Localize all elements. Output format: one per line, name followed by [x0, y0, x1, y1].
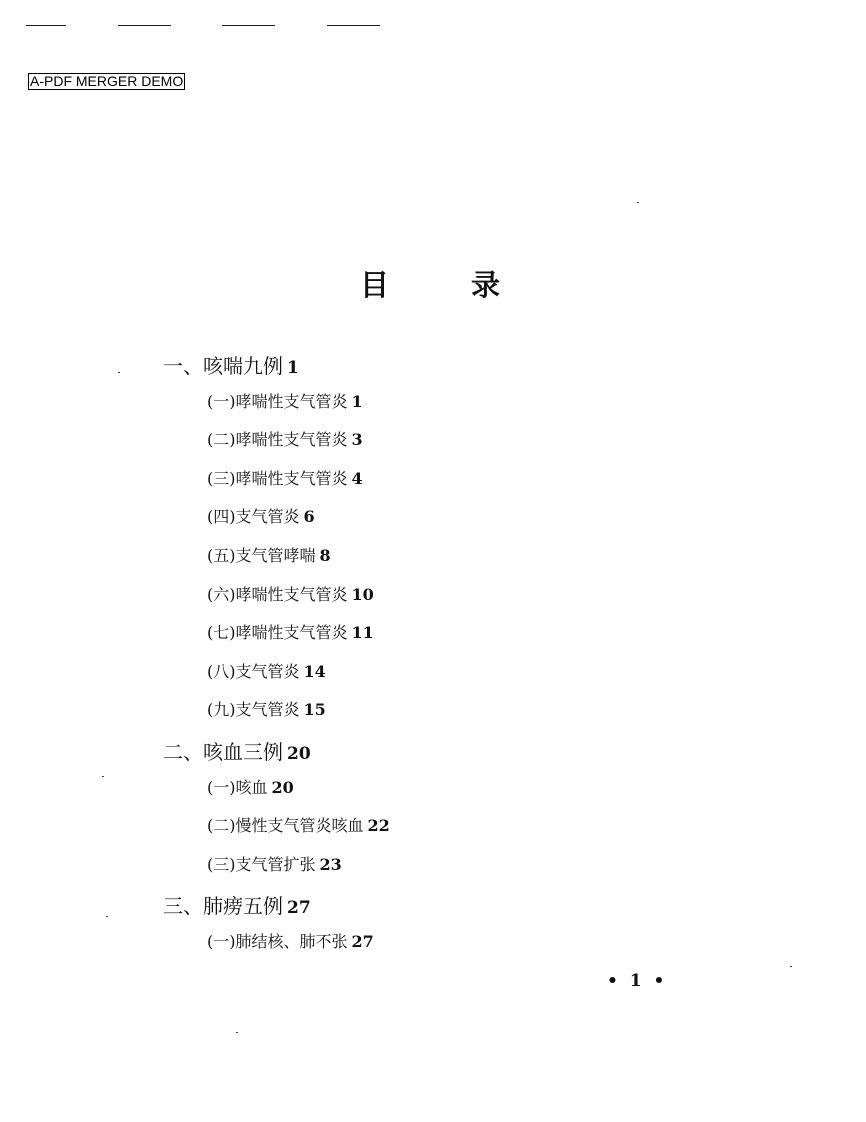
toc-entry-title: (六)哮喘性支气管炎	[207, 585, 348, 604]
scan-speck	[118, 372, 120, 373]
toc-entry-title: (七)哮喘性支气管炎	[207, 623, 348, 642]
toc-entry-title: (一)咳血	[207, 778, 268, 797]
toc-entry-title: 二、咳血三例	[163, 740, 283, 764]
toc-entry-page: 11	[351, 623, 374, 642]
toc-entry-title: (一)哮喘性支气管炎	[207, 392, 348, 411]
scan-speck	[236, 1032, 238, 1033]
toc-entry-page: 8	[319, 546, 331, 565]
toc-entry-title: 三、肺痨五例	[163, 894, 283, 918]
header-rule	[327, 25, 380, 26]
toc-entry-title: (二)慢性支气管炎咳血	[207, 816, 364, 835]
toc-entry-page: 1	[287, 358, 299, 378]
header-rule	[222, 25, 275, 26]
toc-entry-title: 一、咳喘九例	[163, 354, 283, 378]
toc-entry-page: 10	[351, 585, 374, 604]
header-rule	[118, 25, 171, 26]
header-rule	[26, 25, 66, 26]
toc-entry-page: 20	[287, 744, 311, 764]
toc-entry-page: 1	[351, 392, 363, 411]
toc-entry-page: 3	[351, 430, 363, 449]
toc-entry-page: 4	[351, 469, 363, 488]
toc-entry-title: (一)肺结核、肺不张	[207, 932, 348, 951]
toc-entry-page: 27	[287, 898, 311, 918]
toc-entry-title: (五)支气管哮喘	[207, 546, 316, 565]
toc-entry-page: 27	[351, 932, 374, 951]
scan-speck	[790, 966, 792, 967]
title-char: 目	[360, 268, 390, 302]
title-char: 录	[470, 268, 500, 302]
toc-entry-title: (三)哮喘性支气管炎	[207, 469, 348, 488]
toc-entry-page: 6	[303, 507, 315, 526]
toc-entry-title: (九)支气管炎	[207, 700, 300, 719]
toc-entry-title: (二)哮喘性支气管炎	[207, 430, 348, 449]
toc-entry-page: 15	[303, 700, 326, 719]
watermark: A-PDF MERGER DEMO	[30, 73, 184, 89]
toc-entry-page: 22	[367, 816, 390, 835]
toc-entry-page: 14	[303, 662, 326, 681]
toc-entry-title: (八)支气管炎	[207, 662, 300, 681]
toc-entry-page: 20	[271, 778, 294, 797]
scan-speck	[637, 202, 639, 203]
toc-entry-title: (三)支气管扩张	[207, 855, 316, 874]
page-title	[360, 263, 500, 304]
toc-entry-title: (四)支气管炎	[207, 507, 300, 526]
page-number: • 1 •	[607, 971, 665, 991]
scan-speck	[106, 916, 108, 917]
toc-entry-page: 23	[319, 855, 342, 874]
scan-speck	[102, 776, 104, 777]
